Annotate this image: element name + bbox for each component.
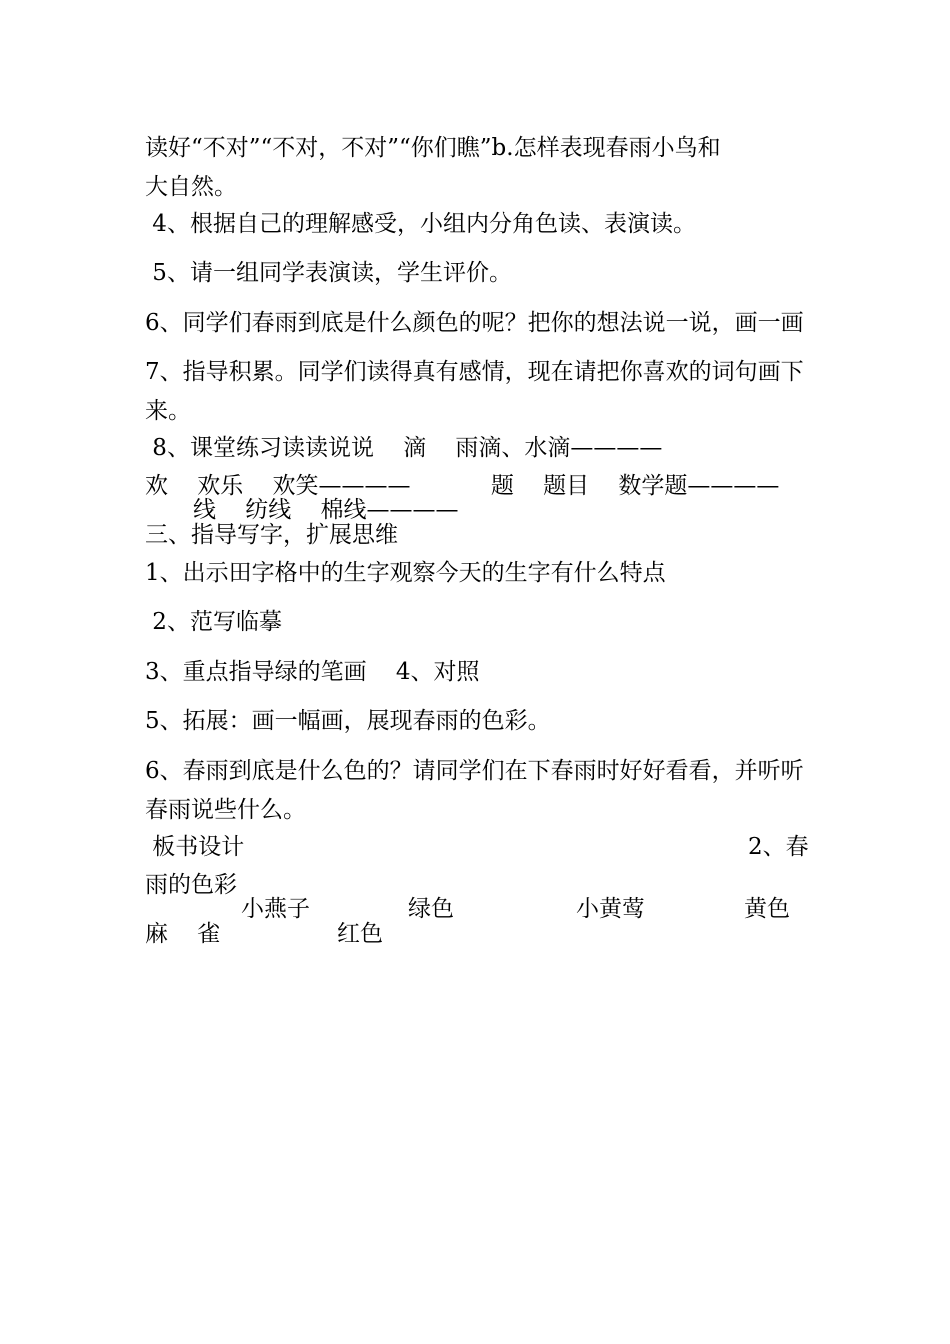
text-line-4: 5、请一组同学表演读，学生评价。	[145, 260, 512, 286]
text-line-14: 3、重点指导绿的笔画 4、对照	[145, 659, 480, 685]
text-line-11: 三、指导写字，扩展思维	[145, 522, 398, 548]
text-line-8: 8、课堂练习读读说说 滴 雨滴、水滴————	[145, 435, 663, 461]
text-line-7: 来。	[145, 398, 191, 424]
board-item-sparrow: 麻 雀	[145, 921, 221, 947]
text-line-12: 1、出示田字格中的生字观察今天的生字有什么特点	[145, 560, 666, 586]
text-line-17: 春雨说些什么。	[145, 797, 306, 823]
text-line-6: 7、指导积累。同学们读得真有感情，现在请把你喜欢的词句画下	[145, 359, 804, 385]
text-line-10: 线 纺线 棉线————	[193, 497, 459, 523]
board-item-swallow: 小燕子	[241, 896, 310, 922]
text-line-13: 2、范写临摹	[145, 609, 282, 635]
board-item-red: 红色	[337, 921, 383, 947]
board-design-heading: 板书设计	[145, 834, 245, 860]
board-item-oriole: 小黄莺	[576, 896, 645, 922]
text-line-15: 5、拓展：画一幅画，展现春雨的色彩。	[145, 708, 551, 734]
board-item-green: 绿色	[408, 896, 454, 922]
board-design-title: 雨的色彩	[145, 872, 237, 898]
text-line-2: 大自然。	[145, 174, 237, 200]
board-design-number: 2、春	[748, 834, 809, 860]
text-line-16: 6、春雨到底是什么色的？请同学们在下春雨时好好看看，并听听	[145, 758, 804, 784]
text-line-5: 6、同学们春雨到底是什么颜色的呢？把你的想法说一说，画一画	[145, 310, 804, 336]
text-line-9: 欢 欢乐 欢笑———— 题 题目 数学题————	[145, 473, 780, 499]
text-line-1: 读好“不对”“不对，不对”“你们瞧”b.怎样表现春雨小鸟和	[145, 135, 721, 161]
board-item-yellow: 黄色	[744, 896, 790, 922]
text-line-3: 4、根据自己的理解感受，小组内分角色读、表演读。	[145, 211, 696, 237]
